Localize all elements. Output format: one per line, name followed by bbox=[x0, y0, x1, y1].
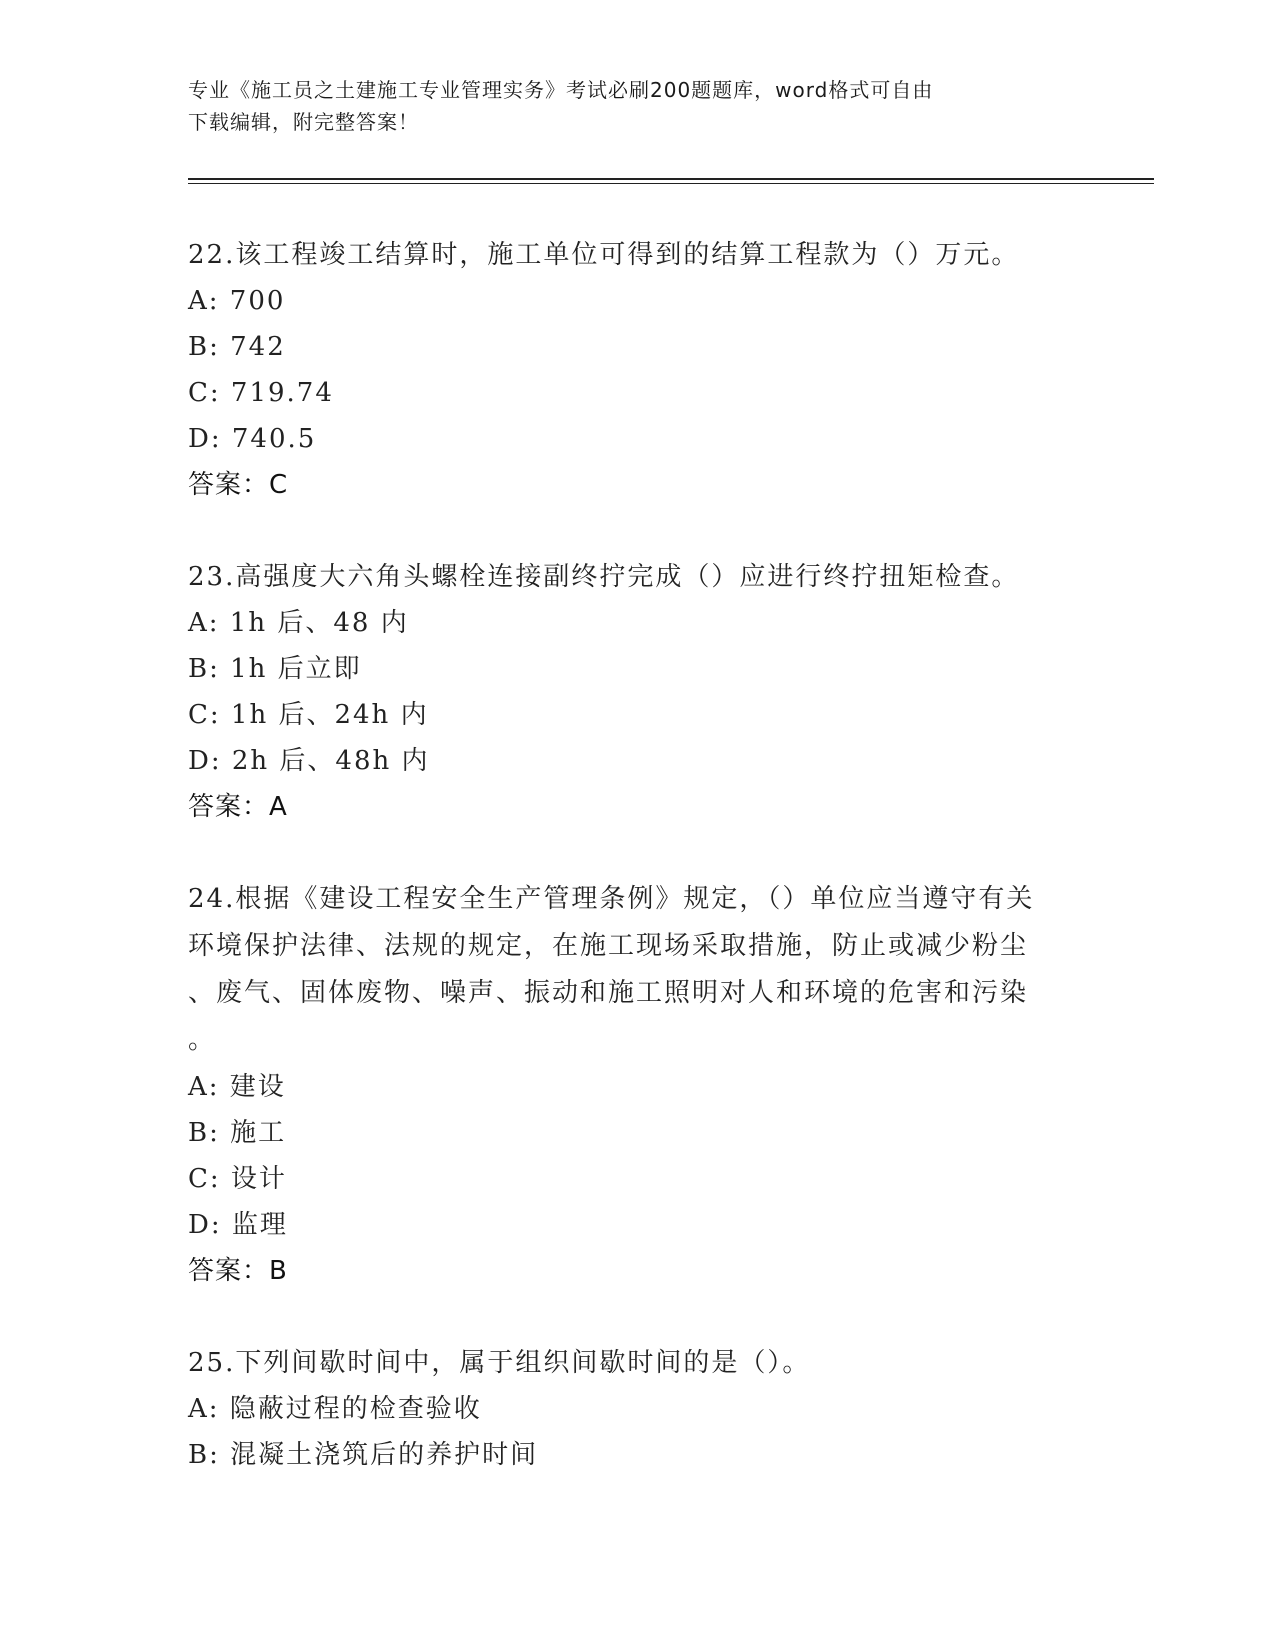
option-a: A: 1h 后、48 内 bbox=[188, 608, 409, 638]
header-line-2: 下载编辑，附完整答案！ bbox=[188, 110, 419, 134]
option-d: D: 2h 后、48h 内 bbox=[188, 746, 430, 776]
option-d: D: 监理 bbox=[188, 1210, 288, 1240]
question-stem: 22.该工程竣工结算时，施工单位可得到的结算工程款为（）万元。 bbox=[188, 240, 1020, 270]
option-a: A: 700 bbox=[188, 286, 286, 316]
option-c: C: 719.74 bbox=[188, 378, 334, 408]
question-stem-line-2: 环境保护法律、法规的规定，在施工现场采取措施，防止或减少粉尘 bbox=[188, 931, 1029, 961]
option-a: A: 隐蔽过程的检查验收 bbox=[188, 1394, 482, 1424]
header-divider bbox=[188, 178, 1154, 184]
option-c: C: 1h 后、24h 内 bbox=[188, 700, 429, 730]
option-c: C: 设计 bbox=[188, 1164, 287, 1194]
header-line-1: 专业《施工员之土建施工专业管理实务》考试必刷200题题库，word格式可自由 bbox=[188, 78, 934, 102]
question-list bbox=[188, 232, 1088, 1524]
question-stem: 23.高强度大六角头螺栓连接副终拧完成（）应进行终拧扭矩检查。 bbox=[188, 562, 1020, 592]
question-stem-line-1: 24.根据《建设工程安全生产管理条例》规定，（）单位应当遵守有关 bbox=[188, 884, 1035, 914]
option-a: A: 建设 bbox=[188, 1072, 286, 1102]
option-b: B: 混凝土浇筑后的养护时间 bbox=[188, 1440, 539, 1470]
option-b: B: 742 bbox=[188, 332, 286, 362]
question-25 bbox=[188, 1340, 1088, 1478]
option-b: B: 1h 后立即 bbox=[188, 654, 362, 684]
question-stem-line-4: 。 bbox=[188, 1025, 217, 1055]
answer-label: 答案：A bbox=[188, 792, 288, 822]
question-stem-line-3: 、废气、固体废物、噪声、振动和施工照明对人和环境的危害和污染 bbox=[188, 978, 1029, 1008]
answer-label: 答案：B bbox=[188, 1256, 288, 1286]
question-24 bbox=[188, 876, 1088, 1294]
option-b: B: 施工 bbox=[188, 1118, 287, 1148]
option-d: D: 740.5 bbox=[188, 424, 317, 454]
answer-label: 答案：C bbox=[188, 470, 289, 500]
question-23 bbox=[188, 554, 1088, 830]
question-stem: 25.下列间歇时间中，属于组织间歇时间的是（）。 bbox=[188, 1348, 811, 1378]
question-22 bbox=[188, 232, 1088, 508]
document-header bbox=[188, 74, 1088, 138]
